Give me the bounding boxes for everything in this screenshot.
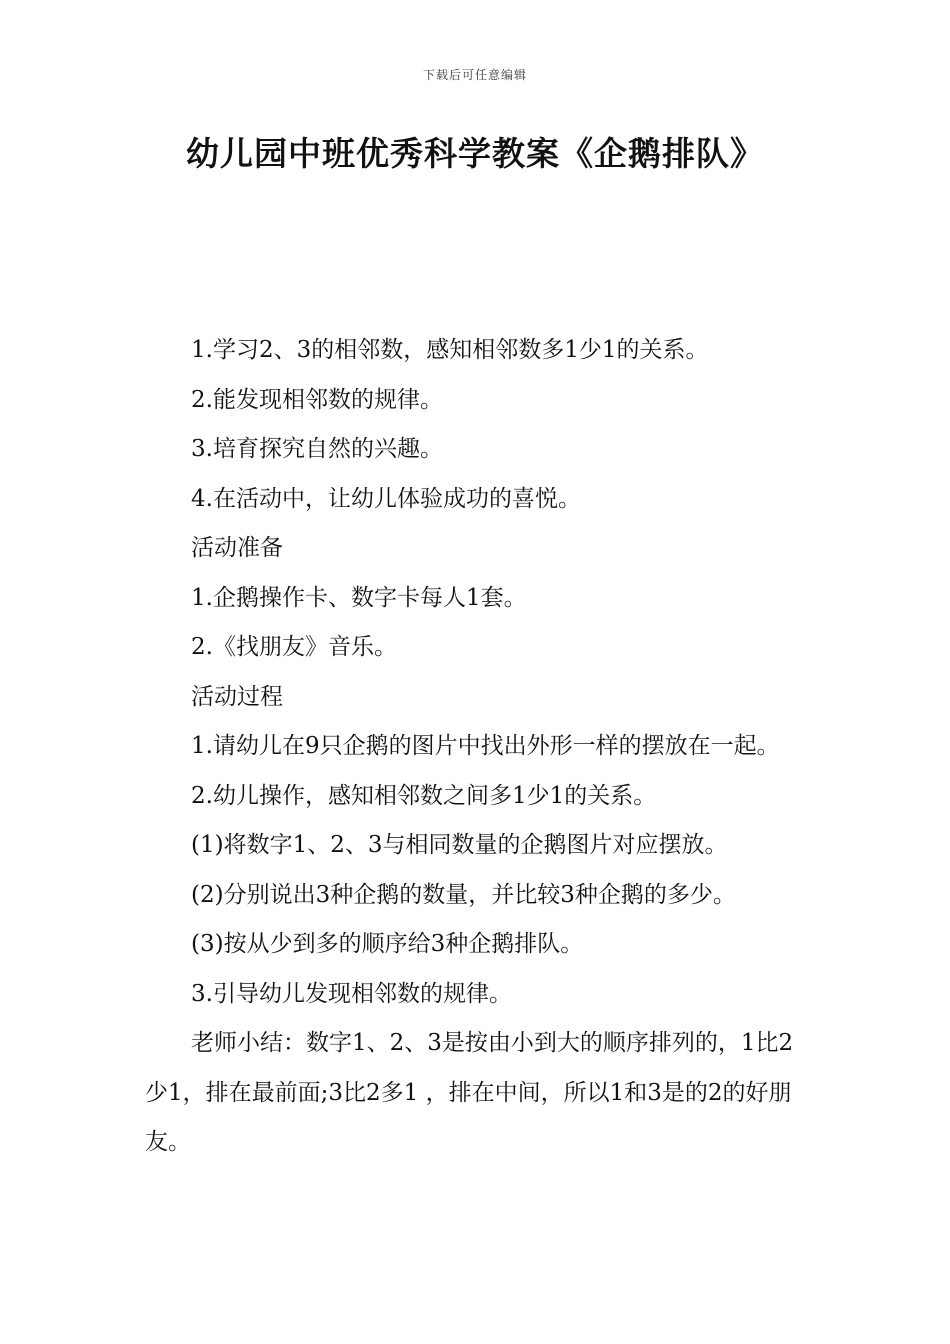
paragraph: 3.引导幼儿发现相邻数的规律。 [191, 980, 512, 1007]
paragraph: 2.《找朋友》音乐。 [191, 634, 397, 660]
paragraph: 1.学习2、3的相邻数，感知相邻数多1少1的关系。 [191, 337, 709, 363]
document-body [145, 326, 815, 1168]
section-heading-process: 活动过程 [191, 683, 283, 710]
document-title: 幼儿园中班优秀科学教案《企鹅排队》 [186, 134, 764, 173]
paragraph: (3)按从少到多的顺序给3种企鹅排队。 [191, 931, 584, 957]
paragraph: 1.请幼儿在9只企鹅的图片中找出外形一样的摆放在一起。 [191, 733, 780, 759]
paragraph: 1.企鹅操作卡、数字卡每人1套。 [191, 584, 527, 611]
paragraph: 2.幼儿操作，感知相邻数之间多1少1的关系。 [191, 782, 657, 809]
teacher-summary: 老师小结：数字1、2、3是按由小到大的顺序排列的，1比2少1，排在最前面;3比2多1 ，排在中间，所以1和3是的2的好朋友。 [145, 1030, 794, 1155]
paragraph: (1)将数字1、2、3与相同数量的企鹅图片对应摆放。 [191, 832, 728, 858]
paragraph: 3.培育探究自然的兴趣。 [191, 436, 443, 462]
paragraph: (2)分别说出3种企鹅的数量，并比较3种企鹅的多少。 [191, 881, 736, 908]
section-heading-preparation: 活动准备 [191, 535, 283, 561]
header-note: 下载后可任意编辑 [422, 68, 527, 82]
paragraph: 2.能发现相邻数的规律。 [191, 386, 443, 413]
paragraph: 4.在活动中，让幼儿体验成功的喜悦。 [191, 485, 581, 512]
